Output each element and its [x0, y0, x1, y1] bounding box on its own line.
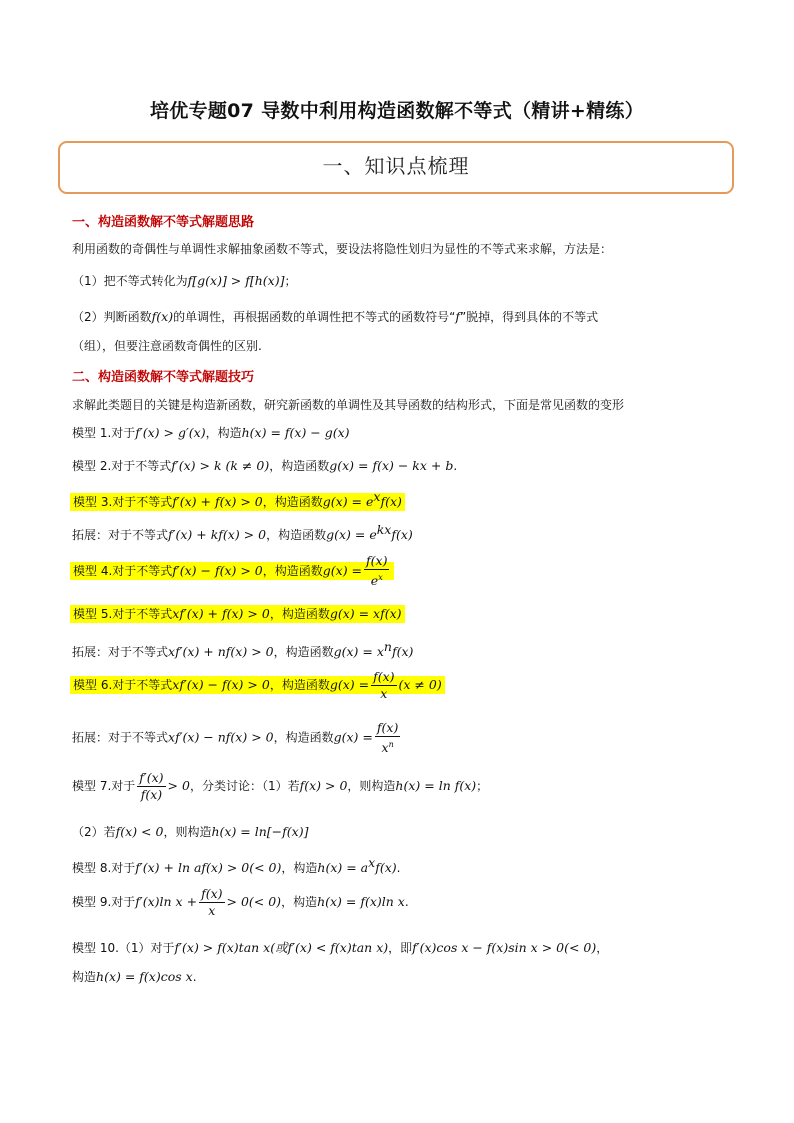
section1-step2: （2）判断函数f(x)的单调性，再根据函数的单调性把不等式的函数符号“f”脱掉，得到具体的不等式 — [72, 309, 599, 324]
model-7-case2: （2）若f(x) < 0，则构造h(x) = ln[−f(x)] — [72, 824, 309, 839]
model-4 — [72, 553, 394, 589]
model-2: 模型 2.对于不等式f′(x) > k (k ≠ 0)，构造函数g(x) = f(x) − kx + b. — [72, 458, 458, 473]
model-5-highlight: 模型 5.对于不等式xf′(x) + f(x) > 0，构造函数g(x) = xf(x) — [70, 605, 405, 623]
model-9-fraction: $\frac{f(x)}{x}$ — [201, 886, 223, 918]
model-3 — [72, 489, 405, 510]
section1-heading: 一、构造函数解不等式解题思路 — [72, 215, 255, 230]
model-6-fraction: $\frac{f(x)}{x}$ — [373, 669, 395, 701]
section2-heading: 二、构造函数解不等式解题技巧 — [72, 370, 255, 385]
step1-formula: f[g(x)] > f[h(x)] — [187, 273, 285, 288]
model-10: 模型 10.（1）对于f′(x) > f(x)tan x(或f′(x) < f(x)tan x)，即f′(x)cos x − f(x)sin x > 0(< 0)， — [72, 940, 609, 955]
model-7-fraction: $\frac{f'(x)}{f(x)}$ — [139, 770, 164, 802]
page-title: 培优专题07 导数中利用构造函数解不等式（精讲+精练） — [149, 100, 645, 122]
section2-intro: 求解此类题目的关键是构造新函数，研究新函数的单调性及其导函数的结构形式，下面是常见函数的变形 — [72, 398, 625, 412]
model-10-construct: 构造h(x) = f(x)cos x. — [72, 969, 197, 984]
extension-3: 拓展：对于不等式f′(x) + kf(x) > 0，构造函数$g(x) = e^{kx}f(x)$ — [72, 522, 413, 542]
section1-step1: （1）把不等式转化为f[g(x)] > f[h(x)]； — [72, 273, 297, 288]
extension-6: 拓展：对于不等式xf′(x) − nf(x) > 0，构造函数g(x) = $\frac{f(x)}{x^n}$ — [72, 720, 399, 756]
model-7: 模型 7.对于 $\frac{f'(x)}{f(x)}$ > 0，分类讨论：（1）若f(x) > 0，则构造h(x) = ln f(x)； — [72, 770, 489, 802]
model-1: 模型 1.对于f′(x) > g′(x)，构造h(x) = f(x) − g(x) — [72, 425, 350, 440]
model-5 — [72, 605, 405, 622]
section1-intro: 利用函数的奇偶性与单调性求解抽象函数不等式，要设法将隐性划归为显性的不等式来求解，方法是： — [72, 242, 613, 256]
model-6-highlight: 模型 6.对于不等式xf′(x) − f(x) > 0，构造函数g(x) = $\frac{f(x)}{x}$ (x ≠ 0) — [70, 676, 445, 694]
model-3-highlight: 模型 3.对于不等式f′(x) + f(x) > 0，构造函数$g(x) = e^xf(x)$ — [70, 493, 405, 511]
model-6 — [72, 669, 445, 702]
section-banner — [58, 141, 734, 194]
model-4-fraction: $\frac{f(x)}{e^x}$ — [366, 553, 388, 589]
extension-5: 拓展：对于不等式xf′(x) + nf(x) > 0，构造函数$g(x) = x^nf(x)$ — [72, 639, 414, 659]
section1-step2-cont: （组），但要注意函数奇偶性的区别. — [72, 339, 262, 353]
model-9: 模型 9.对于f′(x)ln x + $\frac{f(x)}{x}$ > 0(< 0)，构造h(x) = f(x)ln x. — [72, 886, 409, 918]
banner-label: 一、知识点梳理 — [322, 154, 470, 178]
model-8: 模型 8.对于f′(x) + ln af(x) > 0(< 0)，构造$h(x) = a^xf(x)$. — [72, 855, 401, 875]
model-4-highlight: 模型 4.对于不等式f′(x) − f(x) > 0，构造函数g(x) = $\frac{f(x)}{e^x}$ — [70, 562, 394, 580]
extension-6-fraction: $\frac{f(x)}{x^n}$ — [376, 720, 399, 756]
